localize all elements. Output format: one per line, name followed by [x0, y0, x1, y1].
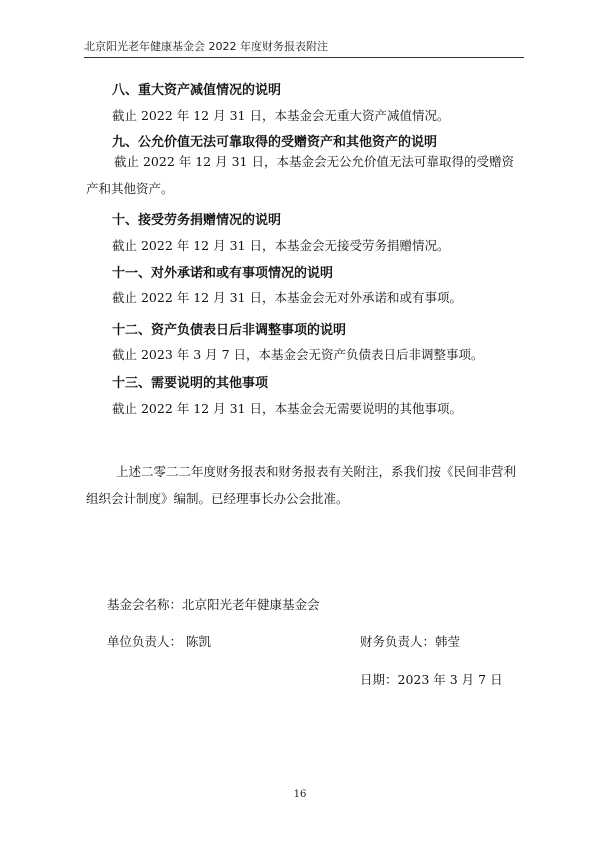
unit-head: 单位负责人： 陈凯 — [107, 634, 211, 649]
section-body-11: 截止 2022 年 12 月 31 日，本基金会无对外承诺和或有事项。 — [112, 290, 462, 305]
closing-statement: 上述二零二二年度财务报表和财务报表有关附注，系我们按《民间非营利组织会计制度》编制。已经理事长办公会批准。 — [86, 464, 517, 506]
section-heading-13: 十三、需要说明的其他事项 — [112, 376, 269, 391]
section-body-10: 截止 2022 年 12 月 31 日，本基金会无接受劳务捐赠情况。 — [112, 238, 450, 253]
section-body-13: 截止 2022 年 12 月 31 日，本基金会无需要说明的其他事项。 — [112, 401, 462, 416]
page-number: 16 — [293, 789, 307, 800]
section-body-8: 截止 2022 年 12 月 31 日，本基金会无重大资产减值情况。 — [112, 108, 450, 123]
page-header-title: 北京阳光老年健康基金会 2022 年度财务报表附注 — [84, 40, 328, 53]
finance-head: 财务负责人：韩莹 — [360, 634, 461, 649]
section-body-9: 截止 2022 年 12 月 31 日，本基金会无公允价值无法可靠取得的受赠资产和其他资产。 — [86, 154, 514, 196]
section-heading-8: 八、重大资产减值情况的说明 — [112, 83, 282, 98]
section-heading-9: 九、公允价值无法可靠取得的受赠资产和其他资产的说明 — [112, 135, 438, 150]
foundation-name: 基金会名称：北京阳光老年健康基金会 — [107, 597, 320, 612]
header-rule — [84, 57, 524, 58]
section-heading-12: 十二、资产负债表日后非调整事项的说明 — [112, 323, 347, 338]
section-heading-10: 十、接受劳务捐赠情况的说明 — [112, 213, 282, 228]
signing-date: 日期：2023 年 3 月 7 日 — [360, 672, 503, 687]
section-body-12: 截止 2023 年 3 月 7 日，本基金会无资产负债表日后非调整事项。 — [112, 347, 484, 362]
section-heading-11: 十一、对外承诺和或有事项情况的说明 — [112, 266, 334, 281]
